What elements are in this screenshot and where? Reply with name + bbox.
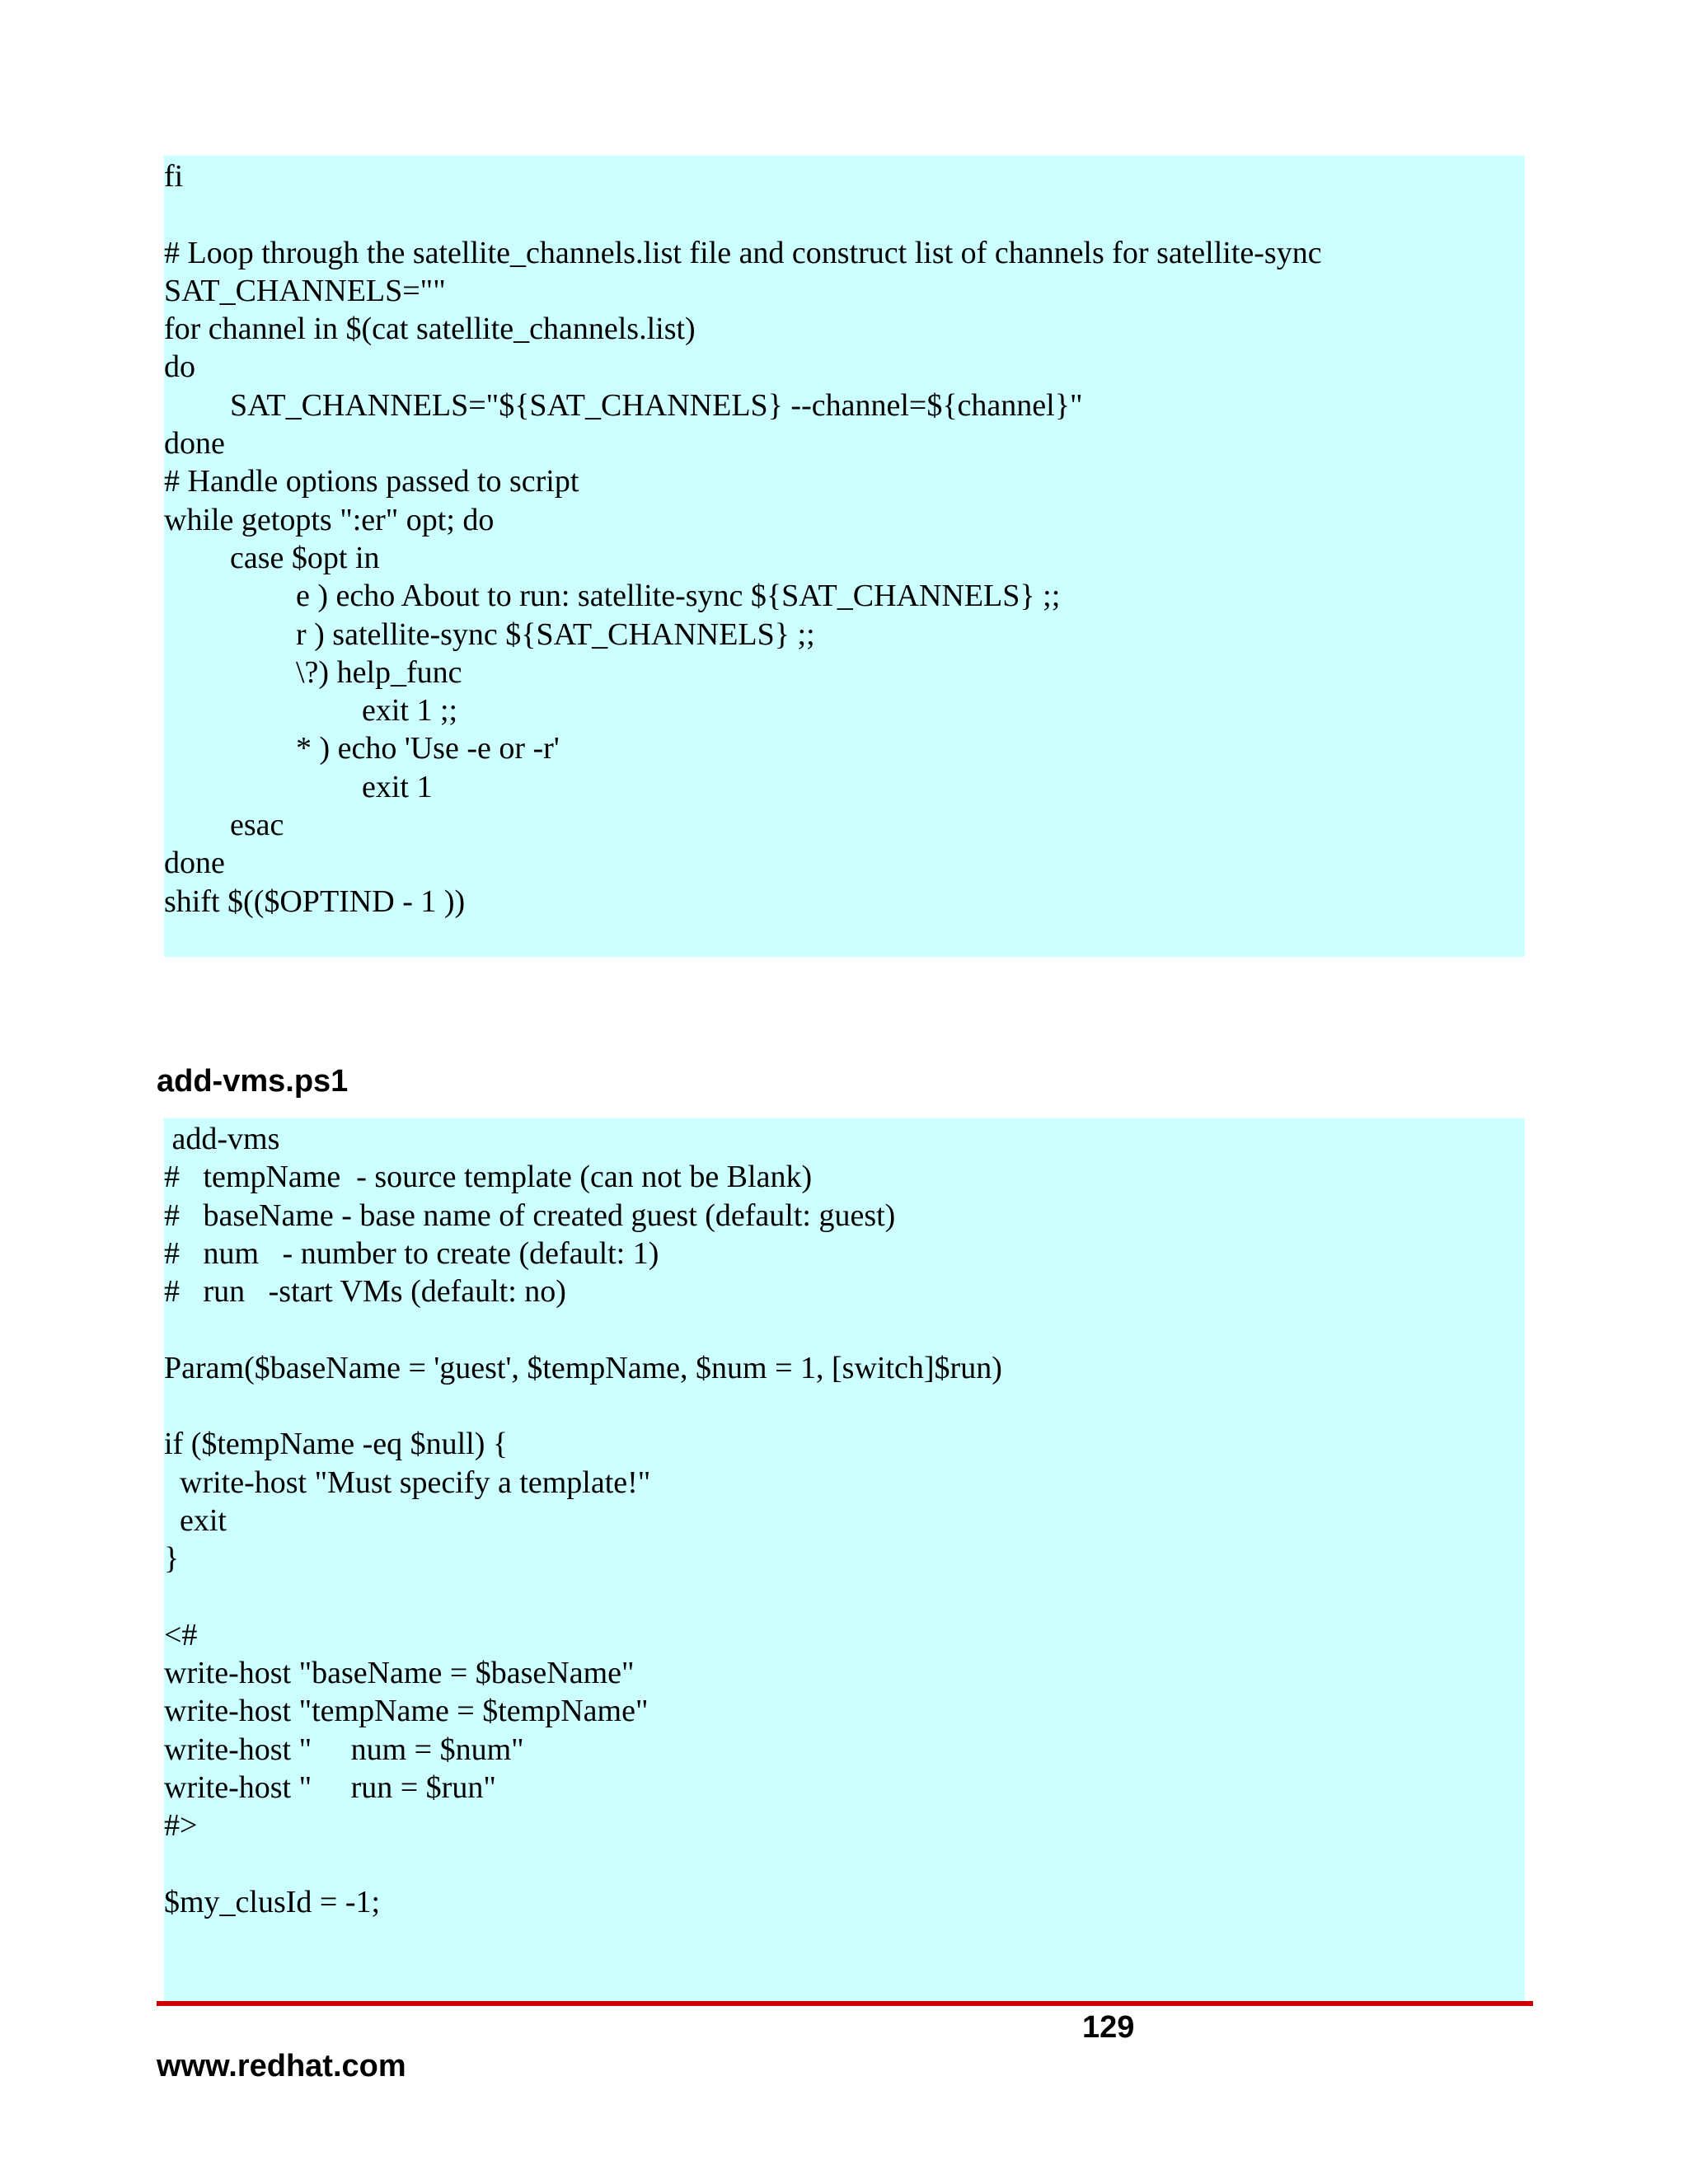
code-line: for channel in $(cat satellite_channels.list) — [164, 312, 696, 347]
code-line: case $opt in — [230, 540, 380, 575]
code-line: done — [164, 426, 225, 462]
code-line: # Handle options passed to script — [164, 464, 579, 499]
code-line: $my_clusId = -1; — [164, 1884, 381, 1919]
code-line: # baseName - base name of created guest (default: guest) — [164, 1197, 896, 1233]
code-line — [164, 1578, 1525, 1616]
code-line: done — [164, 846, 225, 881]
code-line: while getopts ":er" opt; do — [164, 502, 495, 537]
code-line: write-host "tempName = $tempName" — [164, 1694, 649, 1729]
code-line: exit — [164, 1502, 227, 1538]
footer-divider — [157, 2001, 1533, 2006]
code-line: shift $(($OPTIND - 1 )) — [164, 883, 466, 919]
page-number: 129 — [1082, 2010, 1135, 2045]
code-line: # num - number to create (default: 1) — [164, 1235, 659, 1271]
code-line: add-vms — [164, 1122, 280, 1156]
code-line: \?) help_func — [296, 654, 462, 690]
code-line — [164, 195, 1525, 233]
code-line — [164, 1387, 1525, 1425]
footer-url: www.redhat.com — [157, 2049, 406, 2083]
code-line: #> — [164, 1808, 198, 1844]
code-block-bash — [164, 156, 1525, 957]
code-line — [164, 1310, 1525, 1348]
code-line: Param($baseName = 'guest', $tempName, $num = 1, [switch]$run) — [164, 1350, 1002, 1385]
code-line: if ($tempName -eq $null) { — [164, 1427, 509, 1462]
code-line — [164, 1845, 1525, 1883]
code-line: write-host "baseName = $baseName" — [164, 1656, 635, 1691]
code-line: } — [164, 1541, 180, 1577]
section-heading: add-vms.ps1 — [157, 1064, 349, 1099]
code-line: write-host " num = $num" — [164, 1732, 524, 1767]
code-line: # Loop through the satellite_channels.list file and construct list of channels for satellite-sync — [164, 235, 1322, 270]
code-line: write-host " run = $run" — [164, 1770, 496, 1806]
code-line: do — [164, 349, 195, 385]
code-line: e ) echo About to run: satellite-sync ${SAT_CHANNELS} ;; — [296, 579, 1061, 614]
code-line: r ) satellite-sync ${SAT_CHANNELS} ;; — [296, 616, 815, 652]
code-line: SAT_CHANNELS="${SAT_CHANNELS} --channel=${channel}" — [230, 387, 1083, 423]
code-line: fi — [164, 159, 184, 194]
code-line: exit 1 — [362, 769, 433, 804]
code-block-powershell — [164, 1118, 1525, 2002]
code-line: # run -start VMs (default: no) — [164, 1274, 566, 1310]
code-line: SAT_CHANNELS="" — [164, 273, 446, 308]
code-line: esac — [230, 808, 284, 843]
code-line: exit 1 ;; — [362, 693, 458, 729]
code-line: # tempName - source template (can not be Blank) — [164, 1160, 813, 1195]
code-line: * ) echo 'Use -e or -r' — [296, 731, 560, 766]
code-line: write-host "Must specify a template!" — [164, 1465, 651, 1500]
code-line: <# — [164, 1617, 198, 1652]
